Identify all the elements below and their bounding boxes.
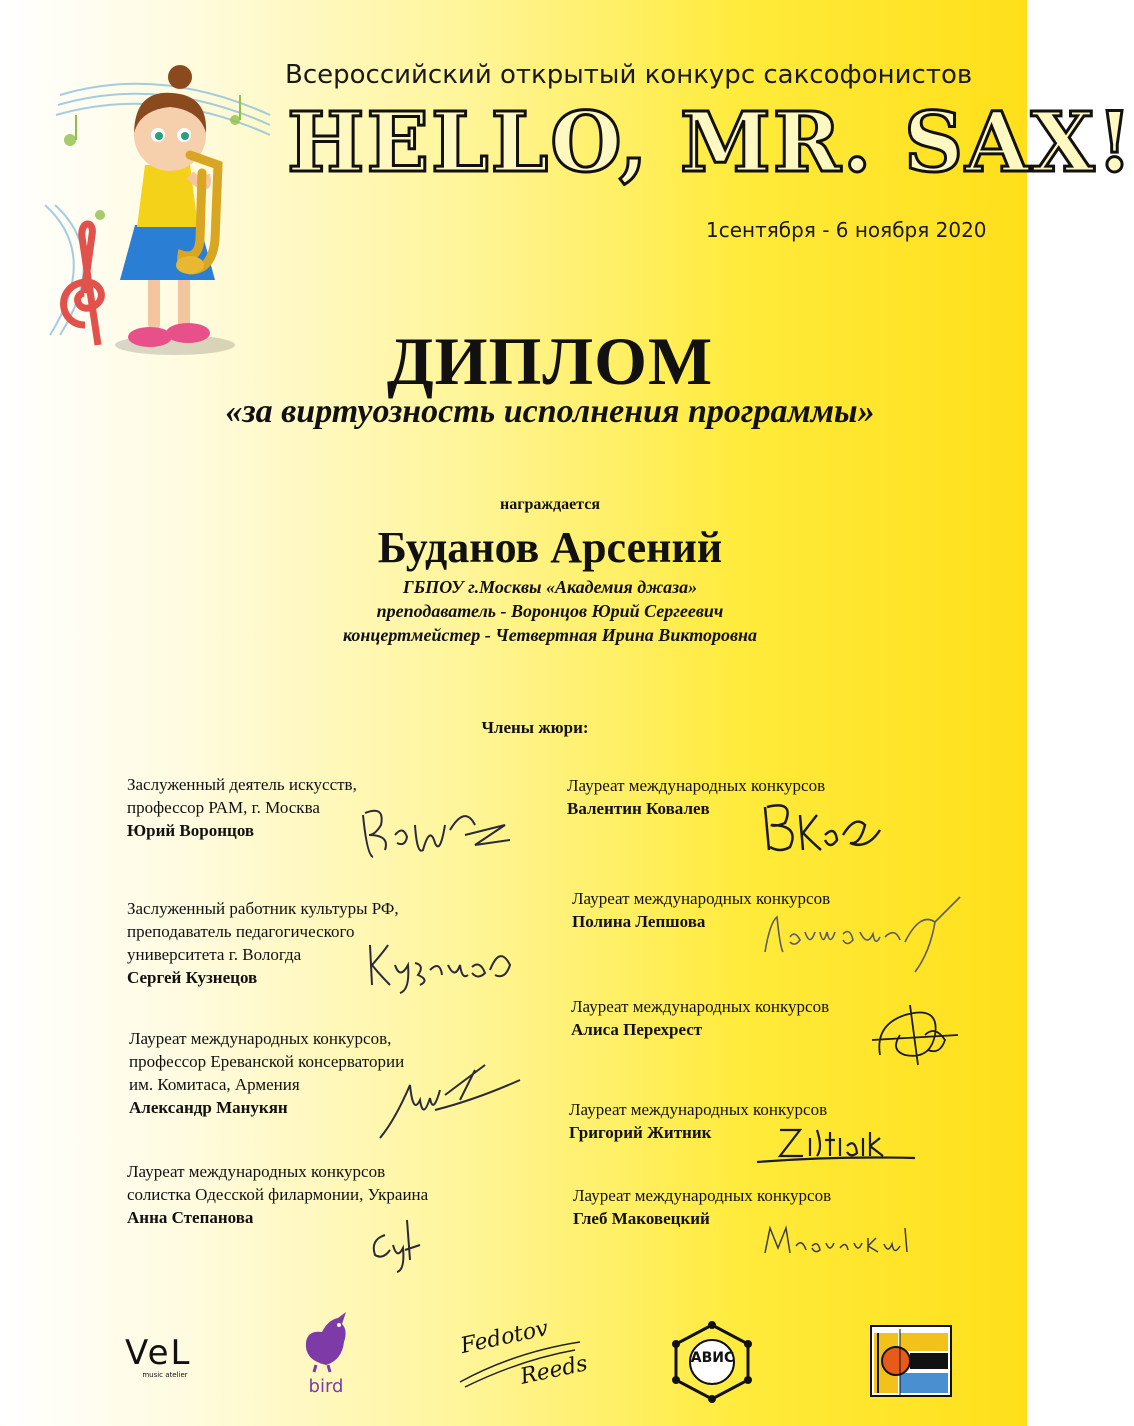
juror-perekhrest — [571, 995, 829, 1041]
juror-name: Александр Манукян — [129, 1098, 288, 1117]
juror-title-line: профессор Ереванской консерватории — [129, 1052, 405, 1071]
reeds-text: Reeds — [518, 1351, 590, 1390]
contest-title: Всероссийский открытый конкурс саксофонистов — [285, 60, 973, 90]
vel-logo-subtitle: music atelier — [142, 1371, 188, 1379]
juror-title-line: Лауреат международных конкурсов — [569, 1100, 828, 1119]
vel-logo-text: VeL — [125, 1333, 192, 1373]
juror-title-line: Заслуженный работник культуры РФ, — [127, 899, 399, 918]
signature-makovetsky — [760, 1218, 920, 1263]
fedotov-reeds-logo — [455, 1316, 590, 1397]
bird-logo — [296, 1310, 356, 1400]
juror-name: Анна Степанова — [127, 1208, 254, 1227]
juror-name: Валентин Ковалев — [567, 799, 710, 818]
juror-kuznetsov — [127, 897, 399, 989]
juror-title-line: Лауреат международных конкурсов — [572, 889, 831, 908]
juror-title-line: Заслуженный деятель искусств, — [127, 775, 357, 794]
juror-title-line: университета г. Вологда — [127, 945, 302, 964]
diploma-title: ДИПЛОМ — [386, 323, 714, 399]
institution: ГБПОУ г.Москвы «Академия джаза» — [402, 577, 698, 597]
fedotov-text: Fedotov — [458, 1316, 551, 1359]
juror-manukyan — [129, 1027, 404, 1119]
signature-stepanova — [365, 1210, 435, 1275]
bird-logo-text: bird — [308, 1376, 344, 1397]
contest-brand: HELLO, MR. SAX! — [287, 95, 1134, 191]
juror-title-line: Лауреат международных конкурсов — [573, 1186, 832, 1205]
juror-title-line: Лауреат международных конкурсов — [571, 997, 830, 1016]
juror-title-line: Лауреат международных конкурсов — [567, 776, 826, 795]
avis-logo — [670, 1322, 755, 1402]
juror-title-line: Лауреат международных конкурсов — [127, 1162, 386, 1181]
juror-title-line: преподаватель педагогического — [127, 922, 355, 941]
signature-zhitnik — [755, 1118, 920, 1168]
juror-name: Сергей Кузнецов — [127, 968, 258, 987]
awarded-label: награждается — [500, 496, 600, 513]
juror-title-line: им. Комитаса, Армения — [129, 1075, 300, 1094]
juror-title-line: Лауреат международных конкурсов, — [129, 1029, 392, 1048]
juror-name: Алиса Перехрест — [571, 1020, 703, 1039]
teacher: преподаватель - Воронцов Юрий Сергеевич — [376, 601, 724, 621]
contest-dates: 1сентября - 6 ноября 2020 — [706, 218, 987, 242]
juror-name: Глеб Маковецкий — [573, 1209, 710, 1228]
avis-text: АВИС — [690, 1350, 735, 1366]
juror-vorontsov — [127, 773, 357, 842]
charity-fund-logo — [870, 1325, 952, 1397]
signature-vorontsov — [355, 795, 520, 865]
signature-kovalev — [755, 795, 890, 860]
juror-name: Григорий Житник — [569, 1123, 712, 1142]
awardee-name: Буданов Арсений — [377, 523, 723, 572]
juror-name: Полина Лепшова — [572, 912, 706, 931]
jury-title: Члены жюри: — [481, 718, 589, 737]
nomination: «за виртуозность исполнения программы» — [225, 393, 875, 430]
signature-manukyan — [375, 1060, 525, 1145]
juror-name: Юрий Воронцов — [127, 821, 255, 840]
juror-title-line: профессор РАМ, г. Москва — [127, 798, 320, 817]
vel-logo — [125, 1335, 205, 1385]
signature-perekhrest — [870, 995, 960, 1075]
juror-title-line: солистка Одесской филармонии, Украина — [127, 1185, 429, 1204]
bird-icon — [296, 1310, 356, 1372]
girl-saxophone-illustration — [40, 55, 275, 365]
accompanist: концертмейстер - Четвертная Ирина Викторовна — [342, 625, 758, 645]
signature-lepshova — [755, 892, 965, 982]
signature-kuznetsov — [360, 935, 525, 995]
